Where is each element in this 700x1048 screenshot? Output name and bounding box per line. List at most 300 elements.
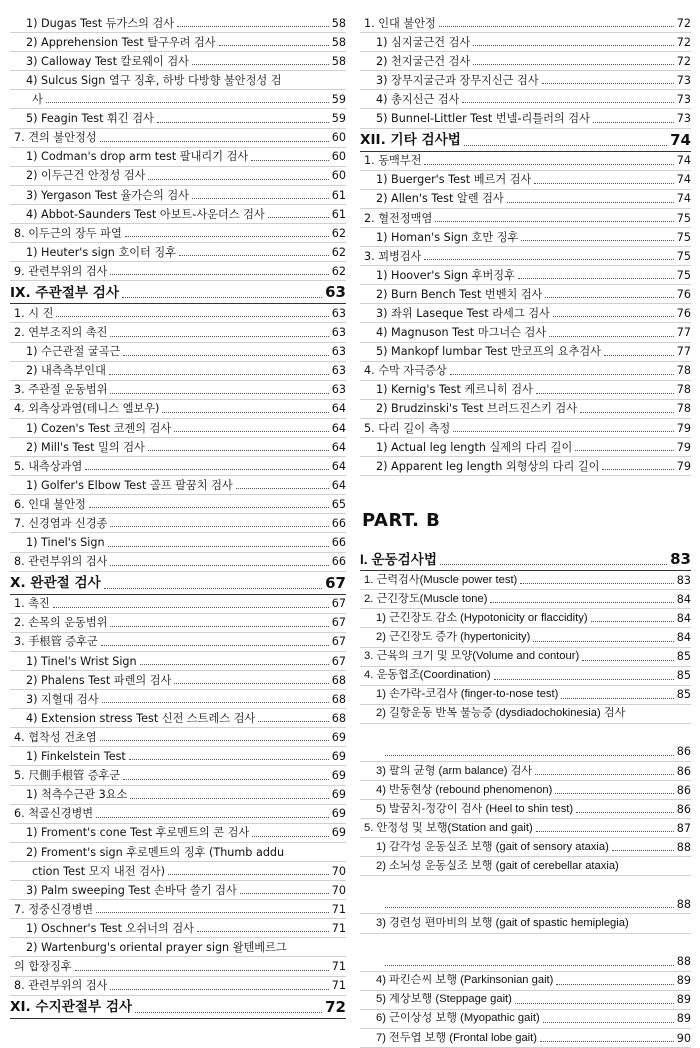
toc-entry-row <box>10 343 346 362</box>
toc-entry-row <box>10 514 346 533</box>
toc-entry-title: 2) 근긴장도 증가 (hypertonicity) <box>376 631 531 644</box>
toc-entry-title: 2) 이두근건 안정성 검사 <box>26 169 146 183</box>
toc-page-number: 84 <box>676 612 691 625</box>
dot-leader <box>612 850 674 851</box>
toc-entry-row <box>10 690 346 709</box>
toc-page-number: 66 <box>331 517 346 530</box>
toc-entry-title: ction Test 모지 내전 검사) <box>32 864 166 878</box>
dot-leader <box>89 507 329 508</box>
toc-entry-row <box>10 14 346 33</box>
toc-entry-title: IX. 주관절부 검사 <box>10 285 119 301</box>
toc-page-number: 68 <box>331 673 346 687</box>
dot-leader <box>385 965 674 966</box>
dot-leader <box>192 64 329 65</box>
toc-entry-title: 2) Brudzinski's Test 브러드진스키 검사 <box>376 402 578 416</box>
dot-leader <box>109 374 329 375</box>
toc-entry-row <box>10 747 346 766</box>
toc-section-row <box>10 996 346 1019</box>
dot-leader <box>179 255 329 256</box>
dot-leader <box>129 759 329 760</box>
toc-entry-row <box>10 262 346 281</box>
toc-page-number: 69 <box>331 788 346 802</box>
dot-leader <box>110 626 328 627</box>
toc-page-number: 63 <box>331 364 346 378</box>
toc-page-number: 73 <box>676 93 691 107</box>
toc-entry-title: 1. 인대 불안정 <box>364 16 436 30</box>
toc-entry-title: 4) 반동현상 (rebound phenomenon) <box>376 783 553 796</box>
dot-leader <box>252 836 328 837</box>
dot-leader <box>122 297 322 298</box>
toc-page-number: 64 <box>331 421 346 435</box>
dot-leader <box>604 355 674 356</box>
toc-section-row <box>360 548 691 571</box>
dot-leader <box>75 970 329 971</box>
toc-entry-title: 1) Codman's drop arm test 팔내리기 검사 <box>26 150 249 164</box>
toc-entry-row <box>360 1010 691 1029</box>
dot-leader <box>100 141 329 142</box>
toc-entry-row <box>360 991 691 1010</box>
dot-leader <box>575 450 673 451</box>
toc-entry-row <box>360 819 691 838</box>
left-column <box>10 14 346 1019</box>
toc-entry-title: 1) Buerger's Test 베르거 검사 <box>376 173 532 187</box>
dot-leader <box>110 565 328 566</box>
toc-page-number: 58 <box>331 16 346 30</box>
toc-entry-title: 5. 尺側手根管 증후군 <box>14 769 121 783</box>
dot-leader <box>162 412 328 413</box>
toc-page-number: 86 <box>676 764 691 778</box>
toc-entry-row <box>10 362 346 381</box>
toc-entry-row <box>10 186 346 205</box>
toc-page-number: 58 <box>331 54 346 68</box>
dot-leader <box>453 431 674 432</box>
toc-entry-title: 4. 수막 자극증상 <box>364 364 447 378</box>
toc-page-number: 75 <box>676 211 691 225</box>
dot-leader <box>174 431 329 432</box>
toc-entry-title: 3. 주관절 운동범위 <box>14 383 108 397</box>
toc-entry-title: 1) Cozen's Test 코젠의 검사 <box>26 421 172 435</box>
dot-leader <box>473 45 674 46</box>
toc-entry-row <box>360 362 691 381</box>
toc-entry-title: 1) Golfer's Elbow Test 골프 팔꿈치 검사 <box>26 478 233 492</box>
toc-entry-row <box>360 247 691 266</box>
toc-page-number: 89 <box>676 1012 691 1026</box>
toc-entry-row <box>360 285 691 304</box>
toc-entry-title: 8. 관련부위의 검사 <box>14 979 108 993</box>
toc-entry-row <box>360 648 691 667</box>
toc-page-number: 69 <box>331 807 346 821</box>
toc-page-number: 87 <box>676 821 691 835</box>
dot-leader <box>268 217 329 218</box>
toc-entry-title: 5) 발꿈치-정강이 검사 (Heel to shin test) <box>376 802 574 815</box>
toc-page-number: 71 <box>331 979 346 993</box>
toc-entry-row <box>360 90 691 109</box>
toc-entry-title: 7) 전두엽 보행 (Frontal lobe gait) <box>376 1031 537 1044</box>
dot-leader <box>96 817 329 818</box>
toc-entry-row <box>360 571 691 590</box>
dot-leader <box>258 721 328 722</box>
toc-entry-title: 6. 인대 불안정 <box>14 497 86 511</box>
dot-leader <box>556 984 673 985</box>
toc-page-number: 74 <box>676 154 691 168</box>
toc-entry-title: 3) Yergason Test 율가슨의 검사 <box>26 188 189 202</box>
toc-entry-title: 3. 手根管 증후군 <box>14 635 98 649</box>
toc-page-number: 77 <box>676 345 691 359</box>
toc-page-number: 69 <box>331 730 346 744</box>
toc-entry-row <box>10 457 346 476</box>
toc-entry-row <box>10 90 346 109</box>
dot-leader <box>440 564 667 565</box>
toc-entry-title: 2. 손목의 운동범위 <box>14 616 108 630</box>
toc-entry-row <box>10 766 346 785</box>
toc-page-number: 67 <box>331 635 346 649</box>
toc-entry-title: 1) 감각성 운동실조 보행 (gait of sensory ataxia) <box>376 840 609 853</box>
toc-entry-title: 2) 내측측부인대 <box>26 364 106 378</box>
toc-entry-title: 4) Extension stress Test 신전 스트레스 검사 <box>26 711 256 725</box>
toc-entry-title: 2. 근긴장도(Muscle tone) <box>364 592 488 605</box>
toc-entry-row <box>10 900 346 919</box>
toc-entry-row <box>10 805 346 824</box>
dot-leader <box>251 160 329 161</box>
toc-entry-row <box>10 938 346 957</box>
toc-page-number: 64 <box>331 478 346 492</box>
toc-entry-row <box>10 728 346 747</box>
toc-entry-title: 1) 근긴장도 감소 (Hypotonicity or flaccidity) <box>376 612 588 624</box>
toc-page-number: 62 <box>331 245 346 259</box>
toc-page-number: 75 <box>676 230 691 244</box>
toc-entry-title: 1) 척측수근관 3요소 <box>26 788 128 802</box>
toc-entry-title: 1) Tinel's Wrist Sign <box>26 654 137 668</box>
toc-page-number: 67 <box>331 597 346 611</box>
toc-entry-row <box>360 628 691 647</box>
toc-entry-row <box>360 419 691 438</box>
toc-entry-title: 4) Magnuson Test 마그너슨 검사 <box>376 326 547 340</box>
toc-entry-row <box>360 1029 691 1048</box>
toc-entry-row <box>10 476 346 495</box>
toc-entry-title: 3) 팔의 균형 (arm balance) 검사 <box>376 764 533 777</box>
dot-leader <box>108 546 329 547</box>
dot-leader <box>542 83 674 84</box>
toc-page-number: 88 <box>676 955 691 969</box>
toc-entry-row <box>10 671 346 690</box>
dot-leader <box>100 740 329 741</box>
dot-leader <box>110 336 328 337</box>
toc-entry-row <box>360 323 691 342</box>
toc-entry-title: 7. 신경염과 신경종 <box>14 517 108 530</box>
dot-leader <box>157 122 329 123</box>
toc-entry-title: 9. 관련부위의 검사 <box>14 264 108 278</box>
dot-leader <box>462 102 673 103</box>
dot-leader <box>555 793 673 794</box>
toc-entry-title: 1) Dugas Test 듀가스의 검사 <box>26 16 175 30</box>
dot-leader <box>125 236 329 237</box>
toc-entry-title: 1) Homan's Sign 호만 징후 <box>376 230 519 244</box>
dot-leader <box>168 874 329 875</box>
toc-page-number: 60 <box>331 169 346 183</box>
dot-leader <box>520 583 673 584</box>
toc-section-row <box>10 572 346 595</box>
toc-entry-title: 5) Feagin Test 휘긴 검사 <box>26 112 154 126</box>
toc-entry-row <box>10 633 346 652</box>
toc-page-number: 84 <box>676 592 691 606</box>
dot-leader <box>424 259 673 260</box>
toc-entry-row <box>360 914 691 933</box>
toc-entry-title: 5. 다리 길이 측정 <box>364 421 451 435</box>
toc-entry-title: 1) Actual leg length 실제의 다리 길이 <box>376 440 573 454</box>
toc-entry-title: 3) Palm sweeping Test 손바닥 쓸기 검사 <box>26 883 237 897</box>
dot-leader <box>177 26 329 27</box>
toc-entry-row <box>10 881 346 900</box>
toc-page-number: 86 <box>676 745 691 759</box>
dot-leader <box>494 679 674 680</box>
toc-list-part-a-continued <box>360 14 691 476</box>
toc-entry-title: 3) 장무지굴근과 장무지신근 검사 <box>376 73 539 87</box>
toc-page-number: 74 <box>676 173 691 187</box>
toc-entry-row <box>360 171 691 190</box>
toc-entry-title: 2) 천지굴근건 검사 <box>376 54 471 68</box>
toc-page-number: 62 <box>331 264 346 278</box>
dot-leader <box>424 164 673 165</box>
toc-page-number: 78 <box>676 383 691 397</box>
dot-leader <box>593 122 674 123</box>
toc-page-number: 66 <box>331 555 346 569</box>
dot-leader <box>140 664 329 665</box>
toc-entry-title: 2. 혈전정맥염 <box>364 211 433 225</box>
toc-entry-row <box>10 400 346 419</box>
toc-entry-row <box>10 709 346 728</box>
toc-entry-title: 4) 파킨슨씨 보행 (Parkinsonian gait) <box>376 974 554 987</box>
dot-leader <box>591 621 674 622</box>
toc-page-number: 71 <box>331 921 346 935</box>
toc-page-number: 63 <box>331 326 346 340</box>
toc-entry-row <box>360 109 691 128</box>
toc-entry-title: 3) 좌위 Laseque Test 라세그 검사 <box>376 306 550 320</box>
dot-leader <box>174 683 328 684</box>
toc-entry-title: 1) Finkelstein Test <box>26 750 126 764</box>
toc-entry-title: 1) Tinel's Sign <box>26 536 105 550</box>
toc-entry-row <box>10 224 346 243</box>
dot-leader <box>576 812 674 813</box>
dot-leader <box>515 1003 674 1004</box>
dot-leader <box>536 393 674 394</box>
toc-entry-row <box>10 304 346 323</box>
dot-leader <box>148 179 328 180</box>
dot-leader <box>533 641 673 642</box>
toc-entry-row <box>10 167 346 186</box>
toc-entry-title: 2. 연부조직의 촉진 <box>14 326 108 340</box>
dot-leader <box>130 798 328 799</box>
toc-section-row <box>360 129 691 152</box>
toc-page-number: 63 <box>325 283 346 302</box>
toc-entry-title: 8. 이두근의 장두 파열 <box>14 226 122 240</box>
toc-entry-row <box>360 266 691 285</box>
dot-leader <box>518 278 674 279</box>
toc-entry-title: 1) Oschner's Test 오쉬너의 검사 <box>26 921 194 935</box>
toc-page-number: 86 <box>676 802 691 816</box>
toc-entry-row <box>360 14 691 33</box>
toc-entry-row <box>360 33 691 52</box>
toc-entry-title: 1) Hoover's Sign 후버징후 <box>376 268 515 282</box>
toc-entry-row <box>10 129 346 148</box>
dot-leader <box>535 774 674 775</box>
toc-entry-row <box>10 595 346 614</box>
toc-entry-title: 1) 수근관절 굴곡근 <box>26 345 121 359</box>
toc-entry-title: 3) 경련성 편마비의 보행 (gait of spastic hemiplegia) <box>376 917 629 930</box>
toc-page-number: 60 <box>331 150 346 164</box>
toc-page-number: 79 <box>676 459 691 473</box>
dot-leader <box>192 198 329 199</box>
toc-entry-row <box>10 919 346 938</box>
toc-page-number: 59 <box>331 112 346 126</box>
toc-entry-row <box>360 667 691 686</box>
toc-entry-title: 2) Apparent leg length 외형상의 다리 길이 <box>376 459 600 473</box>
dot-leader <box>602 469 673 470</box>
toc-entry-row <box>360 438 691 457</box>
toc-page-number: 88 <box>676 898 691 912</box>
toc-entry-row <box>360 857 691 876</box>
toc-page-number: 79 <box>676 421 691 435</box>
toc-page-number: 69 <box>331 750 346 764</box>
toc-page-number: 63 <box>331 383 346 397</box>
dot-leader <box>549 336 674 337</box>
dot-leader <box>450 374 674 375</box>
toc-entry-row <box>10 652 346 671</box>
toc-entry-row <box>10 438 346 457</box>
toc-page-number: 72 <box>325 997 346 1016</box>
toc-entry-title: 1) 손가락-코검사 (finger-to-nose test) <box>376 688 559 701</box>
toc-entry-row <box>10 862 346 881</box>
toc-page-number: 83 <box>670 550 691 569</box>
dot-leader <box>110 989 328 990</box>
dot-leader <box>101 645 329 646</box>
toc-page-number: 85 <box>676 688 691 702</box>
toc-entry-title: I. 운동검사법 <box>360 551 437 567</box>
dot-leader <box>56 316 328 317</box>
toc-page-number: 70 <box>331 864 346 878</box>
toc-page-number: 63 <box>331 345 346 359</box>
toc-entry-row <box>360 762 691 781</box>
toc-page-number: 71 <box>331 902 346 916</box>
toc-entry-row <box>360 705 691 724</box>
toc-entry-row <box>10 52 346 71</box>
dot-leader <box>545 297 673 298</box>
toc-entry-title: 4) 총지신근 검사 <box>376 93 460 107</box>
toc-entry-row <box>10 243 346 262</box>
toc-entry-title: 1) Kernig's Test 케르니히 검사 <box>376 383 533 397</box>
toc-entry-title: 2) Froment's sign 후로멘트의 징후 (Thumb addu <box>26 845 285 859</box>
toc-entry-title: 1. 동맥부전 <box>364 154 422 168</box>
toc-entry-title: 2) Burn Bench Test 번벤치 검사 <box>376 287 543 301</box>
toc-entry-row <box>10 109 346 128</box>
toc-entry-title: 1) Heuter's sign 호이터 징후 <box>26 245 177 259</box>
toc-page-number: 78 <box>676 402 691 416</box>
toc-page-number: 62 <box>331 226 346 240</box>
toc-page-number: 64 <box>331 402 346 416</box>
toc-entry-row <box>360 686 691 705</box>
toc-page-number: 64 <box>331 459 346 473</box>
toc-page-number: 67 <box>331 654 346 668</box>
dot-leader <box>439 26 674 27</box>
toc-page-number: 85 <box>676 669 691 683</box>
toc-entry-row <box>10 323 346 342</box>
toc-entry-row <box>360 190 691 209</box>
toc-entry-row <box>360 209 691 228</box>
toc-page-number: 74 <box>670 130 691 149</box>
toc-entry-title: 3) 지혈대 검사 <box>26 692 99 706</box>
toc-entry-row <box>360 381 691 400</box>
dot-leader <box>110 274 328 275</box>
part-b-heading: PART. B <box>362 510 441 532</box>
dot-leader <box>580 412 674 413</box>
toc-page-number: 68 <box>331 692 346 706</box>
toc-entry-row <box>360 800 691 819</box>
toc-page-number: 59 <box>331 93 346 107</box>
toc-entry-row <box>10 786 346 805</box>
dot-leader <box>123 355 329 356</box>
dot-leader <box>110 393 328 394</box>
toc-page-number: 70 <box>331 883 346 897</box>
toc-entry-title: 6) 근이상성 보행 (Myopathic gait) <box>376 1012 540 1025</box>
dot-leader <box>102 702 329 703</box>
toc-entry-row <box>360 934 691 972</box>
toc-entry-title: 1) Froment's cone Test 후로멘트의 콘 검사 <box>26 826 250 840</box>
toc-page-number: 72 <box>676 54 691 68</box>
toc-entry-title: 4. 운동협조(Coordination) <box>364 669 491 682</box>
dot-leader <box>236 488 329 489</box>
toc-entry-row <box>10 205 346 224</box>
dot-leader <box>507 202 674 203</box>
dot-leader <box>540 1041 674 1042</box>
toc-entry-row <box>10 71 346 90</box>
toc-page-number: 76 <box>676 287 691 301</box>
toc-entry-row <box>360 876 691 914</box>
toc-page-number: 75 <box>676 268 691 282</box>
toc-page-number: 85 <box>676 650 691 664</box>
toc-entry-title: 8. 관련부위의 검사 <box>14 555 108 569</box>
dot-leader <box>536 831 674 832</box>
dot-leader <box>553 316 674 317</box>
toc-entry-row <box>10 533 346 552</box>
dot-leader <box>521 240 673 241</box>
toc-page-number: 67 <box>331 616 346 630</box>
toc-entry-row <box>10 495 346 514</box>
toc-entry-title: 2) Apprehension Test 탈구우려 검사 <box>26 35 216 49</box>
toc-page-number: 64 <box>331 440 346 454</box>
toc-entry-title: 사 <box>32 93 43 107</box>
toc-entry-row <box>360 228 691 247</box>
toc-entry-row <box>360 343 691 362</box>
toc-entry-row <box>360 457 691 476</box>
toc-entry-title: 4) Abbot-Saunders Test 아보트-사운더스 검사 <box>26 207 265 221</box>
toc-page-number: 76 <box>676 306 691 320</box>
toc-entry-title: 7. 견의 불안정성 <box>14 131 97 145</box>
toc-page-number: 78 <box>676 364 691 378</box>
toc-page-number: 69 <box>331 826 346 840</box>
toc-entry-title: 4. 외측상과염(테니스 엘보우) <box>14 402 160 416</box>
toc-page-number: 67 <box>325 573 346 592</box>
dot-leader <box>435 221 673 222</box>
toc-entry-title: XI. 수지관절부 검사 <box>10 999 133 1016</box>
toc-page-number: 71 <box>331 960 346 974</box>
dot-leader <box>104 588 322 589</box>
toc-entry-title: 5) Mankopf lumbar Test 만코프의 요추검사 <box>376 345 601 359</box>
toc-entry-title: 2) Wartenburg's oriental prayer sign 왈텐베르그 <box>26 940 287 954</box>
toc-entry-title: 5) 계상보행 (Steppage gait) <box>376 993 512 1006</box>
toc-entry-row <box>360 781 691 800</box>
toc-entry-title: 4. 협착성 건초염 <box>14 730 97 744</box>
toc-page-number: 77 <box>676 326 691 340</box>
dot-leader <box>385 755 674 756</box>
